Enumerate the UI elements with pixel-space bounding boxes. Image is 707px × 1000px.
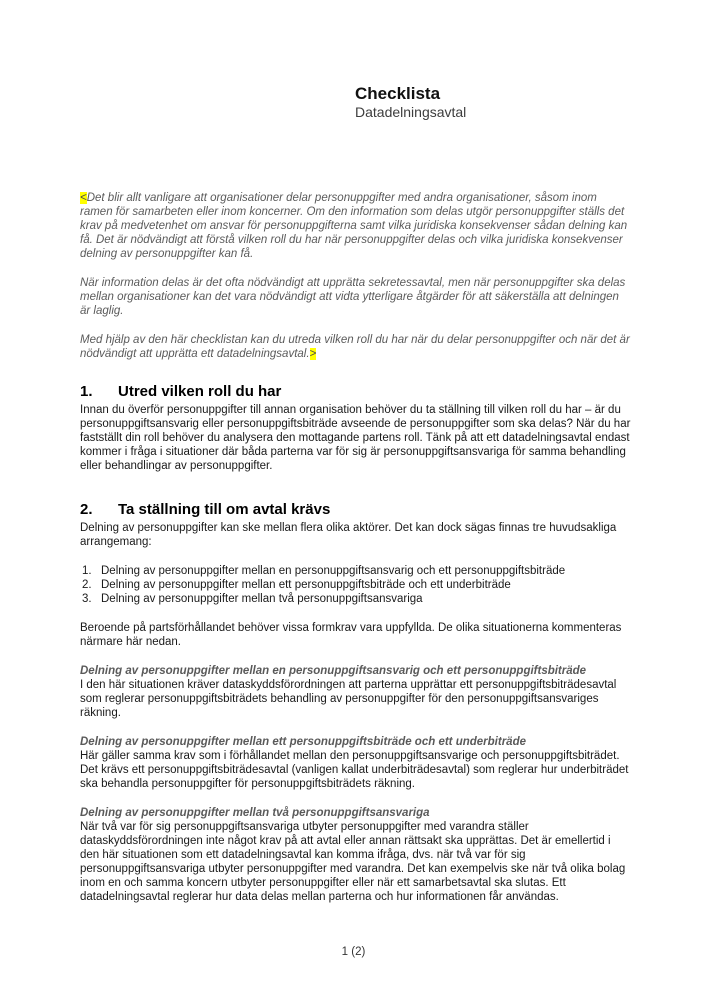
subsection-heading-ansvarig-bitrade: Delning av personuppgifter mellan en personuppgiftsansvarig och ett personuppgiftsbiträde <box>80 665 587 677</box>
subsection-body: Här gäller samma krav som i förhållandet mellan den personuppgiftsansvarige och personuppgiftsbiträdet. Det krävs ett personuppgiftsbiträdesavtal (vanligen kallat underbiträdesavtal) som reglerar hur underbiträdet ska behandla personuppgifter för personuppgiftsbiträdets räkning. <box>80 750 629 790</box>
after-list-text: Beroende på partsförhållandet behöver vissa formkrav vara uppfyllda. De olika situationerna kommenteras närmare här nedan. <box>80 622 622 648</box>
highlight-open-marker: < <box>80 192 87 204</box>
section-number: 1. <box>80 383 93 400</box>
intro-paragraph-text: Det blir allt vanligare att organisationer delar personuppgifter med andra organisationer, såsom inom ramen för samarbeten eller inom koncerner. Om den information som delas utgör personuppgifter ställs det krav på medvetenhet om ansvar för personuppgifterna samt vilka juridiska konsekvenser sådan delning kan få. Det är nödvändigt att förstå vilken roll du har när personuppgifter delas och vilka juridiska konsekvenser delning av personuppgifter kan få. <box>80 192 628 260</box>
section-ta-stallning <box>80 501 631 904</box>
section-intro-text: Delning av personuppgifter kan ske mellan flera olika aktörer. Det kan dock sägas finnas tre huvudsakliga arrangemang: <box>80 522 617 548</box>
intro-paragraph: När information delas är det ofta nödvändigt att upprätta sekretessavtal, men när personuppgifter ska delas mellan organisationer kan det vara nödvändigt att vidta ytterligare åtgärder för att säkerställa att delningen är laglig. <box>80 277 626 317</box>
document-subtitle: Datadelningsavtal <box>355 104 467 120</box>
subsection-heading-bitrade-underbitrade: Delning av personuppgifter mellan ett personuppgiftsbiträde och ett underbiträde <box>80 736 526 748</box>
section-number: 2. <box>80 501 93 518</box>
section-heading <box>80 383 631 401</box>
section-utred-vilken-roll <box>80 383 631 473</box>
title-block <box>355 84 631 121</box>
document-title: Checklista <box>355 84 441 103</box>
section-title: Utred vilken roll du har <box>118 383 282 400</box>
intro-paragraph <box>80 191 631 261</box>
arrangement-list <box>80 564 631 606</box>
list-item-text: Delning av personuppgifter mellan ett personuppgiftsbiträde och ett underbiträde <box>101 579 511 591</box>
page-footer <box>0 946 707 958</box>
intro-paragraph <box>80 333 631 361</box>
list-item <box>80 578 631 592</box>
section-body: Innan du överför personuppgifter till annan organisation behöver du ta ställning till vilken roll du har – är du personuppgiftsansvarig eller personuppgiftsbiträde avseende de personuppgifter som ska delas? När du har fastställt din roll behöver du analysera den mottagande partens roll. Tänk på att ett datadelningsavtal endast kommer i fråga i situationer där båda parterna var för sig är personuppgiftsansvariga för samma behandling eller behandlingar av personuppgifter. <box>80 404 631 472</box>
section-title: Ta ställning till om avtal krävs <box>118 501 331 518</box>
page-content <box>80 84 631 904</box>
list-item <box>80 592 631 606</box>
list-item-text: Delning av personuppgifter mellan en personuppgiftsansvarig och ett personuppgiftsbiträde <box>101 565 566 577</box>
subsection-body: När två var för sig personuppgiftsansvariga utbyter personuppgifter med varandra ställer dataskyddsförordningen inte något krav på att avtal eller annan rättsakt ska upprättas. Det är emellertid i den här situationen som ett datadelningsavtal kan komma ifråga, dvs. när två var för sig personuppgiftsansvariga utbyter personuppgifter med varandra. Det kan exempelvis ske när två olika bolag inom en och samma koncern utbyter personuppgifter eller när ett samarbetsavtal ska slutas. Ett datadelningsavtal reglerar hur data delas mellan parterna och hur informationen får användas. <box>80 821 626 903</box>
subsection-heading-tva-ansvariga: Delning av personuppgifter mellan två personuppgiftsansvariga <box>80 807 430 819</box>
highlight-close-marker: > <box>309 348 317 360</box>
section-heading <box>80 501 631 519</box>
list-item-number: 2. <box>82 579 92 591</box>
list-item-text: Delning av personuppgifter mellan två personuppgiftsansvariga <box>101 593 423 605</box>
intro-paragraph-text: Med hjälp av den här checklistan kan du utreda vilken roll du har när du delar personuppgifter och när det är nödvändigt att upprätta ett datadelningsavtal. <box>80 334 630 360</box>
page-number: 1 (2) <box>341 946 366 958</box>
intro-block <box>80 191 631 361</box>
subsection-body: I den här situationen kräver dataskyddsförordningen att parterna upprättar ett personuppgiftsbiträdesavtal som reglerar personuppgiftsbiträdets behandling av personuppgifter för den personuppgiftsansvariges räkning. <box>80 679 617 719</box>
list-item-number: 1. <box>82 565 92 577</box>
list-item <box>80 564 631 578</box>
list-item-number: 3. <box>82 593 92 605</box>
